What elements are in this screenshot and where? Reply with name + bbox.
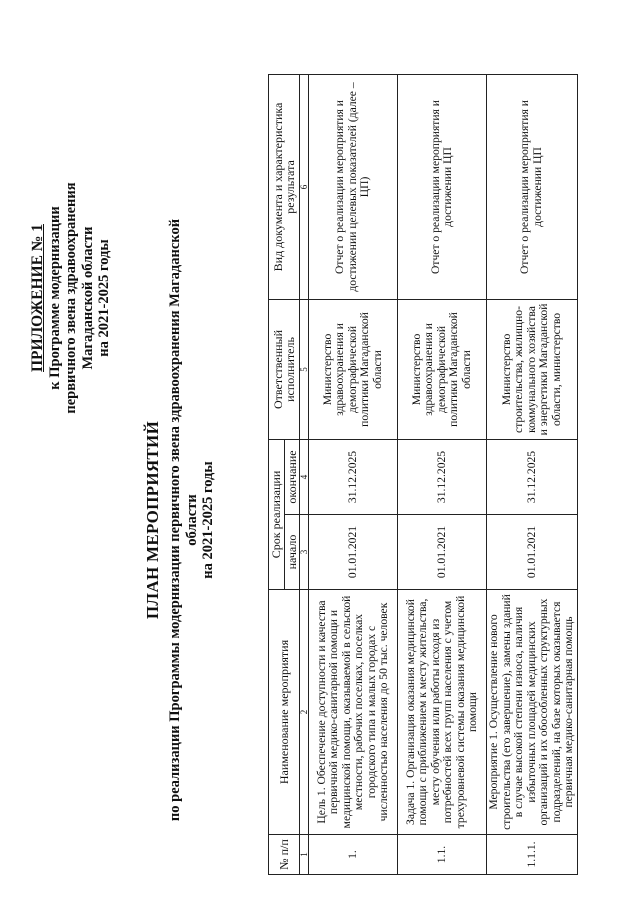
appendix-line-3: первичного звена здравоохранения (63, 182, 79, 414)
row-end: 31.12.2025 (487, 439, 578, 514)
column-number-row (300, 74, 309, 874)
title-main: ПЛАН МЕРОПРИЯТИЙ (143, 420, 162, 620)
row-name: Задача 1. Организация оказания медицинской помощи с приближением к месту жительства, месту обучения или работы исходя из потребностей всех групп населения с учетом трехуровневой системы оказания медицинской помощи (398, 590, 487, 835)
row-doc: Отчет о реализации мероприятия и достижении ЦП (487, 74, 578, 299)
col-number: 4 (300, 439, 309, 514)
appendix-line-4: Магаданской области (79, 226, 96, 370)
row-doc: Отчет о реализации мероприятия и достижении целевых показателей (далее – ЦП) (309, 74, 398, 299)
row-start: 01.01.2021 (487, 515, 578, 590)
col-number: 2 (300, 590, 309, 835)
row-name: Мероприятие 1. Осуществление нового строительства (его завершение), замены зданий в случае высокой степени износа, наличия избыточных площадей медицинских организаций и их обособленных структурных подразделений, на базе которых оказывается первичная медико-санитарная помощь (487, 590, 578, 835)
row-doc: Отчет о реализации мероприятия и достижении ЦП (398, 74, 487, 299)
row-responsible: Министерство здравоохранения и демографической политики Магаданской области (309, 299, 398, 439)
row-start: 01.01.2021 (398, 515, 487, 590)
header-num: № п/п (269, 835, 300, 875)
row-responsible: Министерство строительства, жилищно-коммунального хозяйства и энергетики Магаданской области, министерство (487, 299, 578, 439)
table-row (398, 74, 487, 874)
appendix-line-2: к Программе модернизации (46, 206, 63, 390)
col-number: 5 (300, 299, 309, 439)
row-num: 1.1. (398, 835, 487, 875)
header-doc: Вид документа и характеристика результата (269, 74, 300, 299)
appendix-number: ПРИЛОЖЕНИЕ № 1 (29, 224, 46, 372)
header-responsible: Ответственный исполнитель (269, 299, 300, 439)
header-end: окончание (284, 439, 300, 514)
table-row (309, 74, 398, 874)
col-number: 3 (300, 515, 309, 590)
row-start: 01.01.2021 (309, 515, 398, 590)
table-header-row (269, 74, 285, 874)
row-num: 1.1.1. (487, 835, 578, 875)
row-name: Цель 1. Обеспечение доступности и качества первичной медико-санитарной помощи и медицинской помощи, оказываемой в сельской местности, рабочих поселках, поселках городского типа и малых городах с численностью населения до 50 тыс. человек (309, 590, 398, 835)
header-period: Срок реализации (269, 439, 285, 589)
title-sub-1: по реализации Программы модернизации первичного звена здравоохранения Магаданской области (167, 218, 200, 822)
appendix-line-5: на 2021-2025 годы (96, 239, 112, 357)
table-row (487, 74, 578, 874)
header-start: начало (284, 515, 300, 590)
row-end: 31.12.2025 (398, 439, 487, 514)
plan-table (268, 74, 578, 875)
document-title (143, 195, 217, 845)
col-number: 6 (300, 74, 309, 299)
appendix-header (30, 118, 113, 478)
title-sub-2: на 2021-2025 годы (200, 461, 216, 579)
header-name: Наименование мероприятия (269, 590, 300, 835)
col-number: 1 (300, 835, 309, 875)
row-num: 1. (309, 835, 398, 875)
row-responsible: Министерство здравоохранения и демографической политики Магаданской области (398, 299, 487, 439)
row-end: 31.12.2025 (309, 439, 398, 514)
